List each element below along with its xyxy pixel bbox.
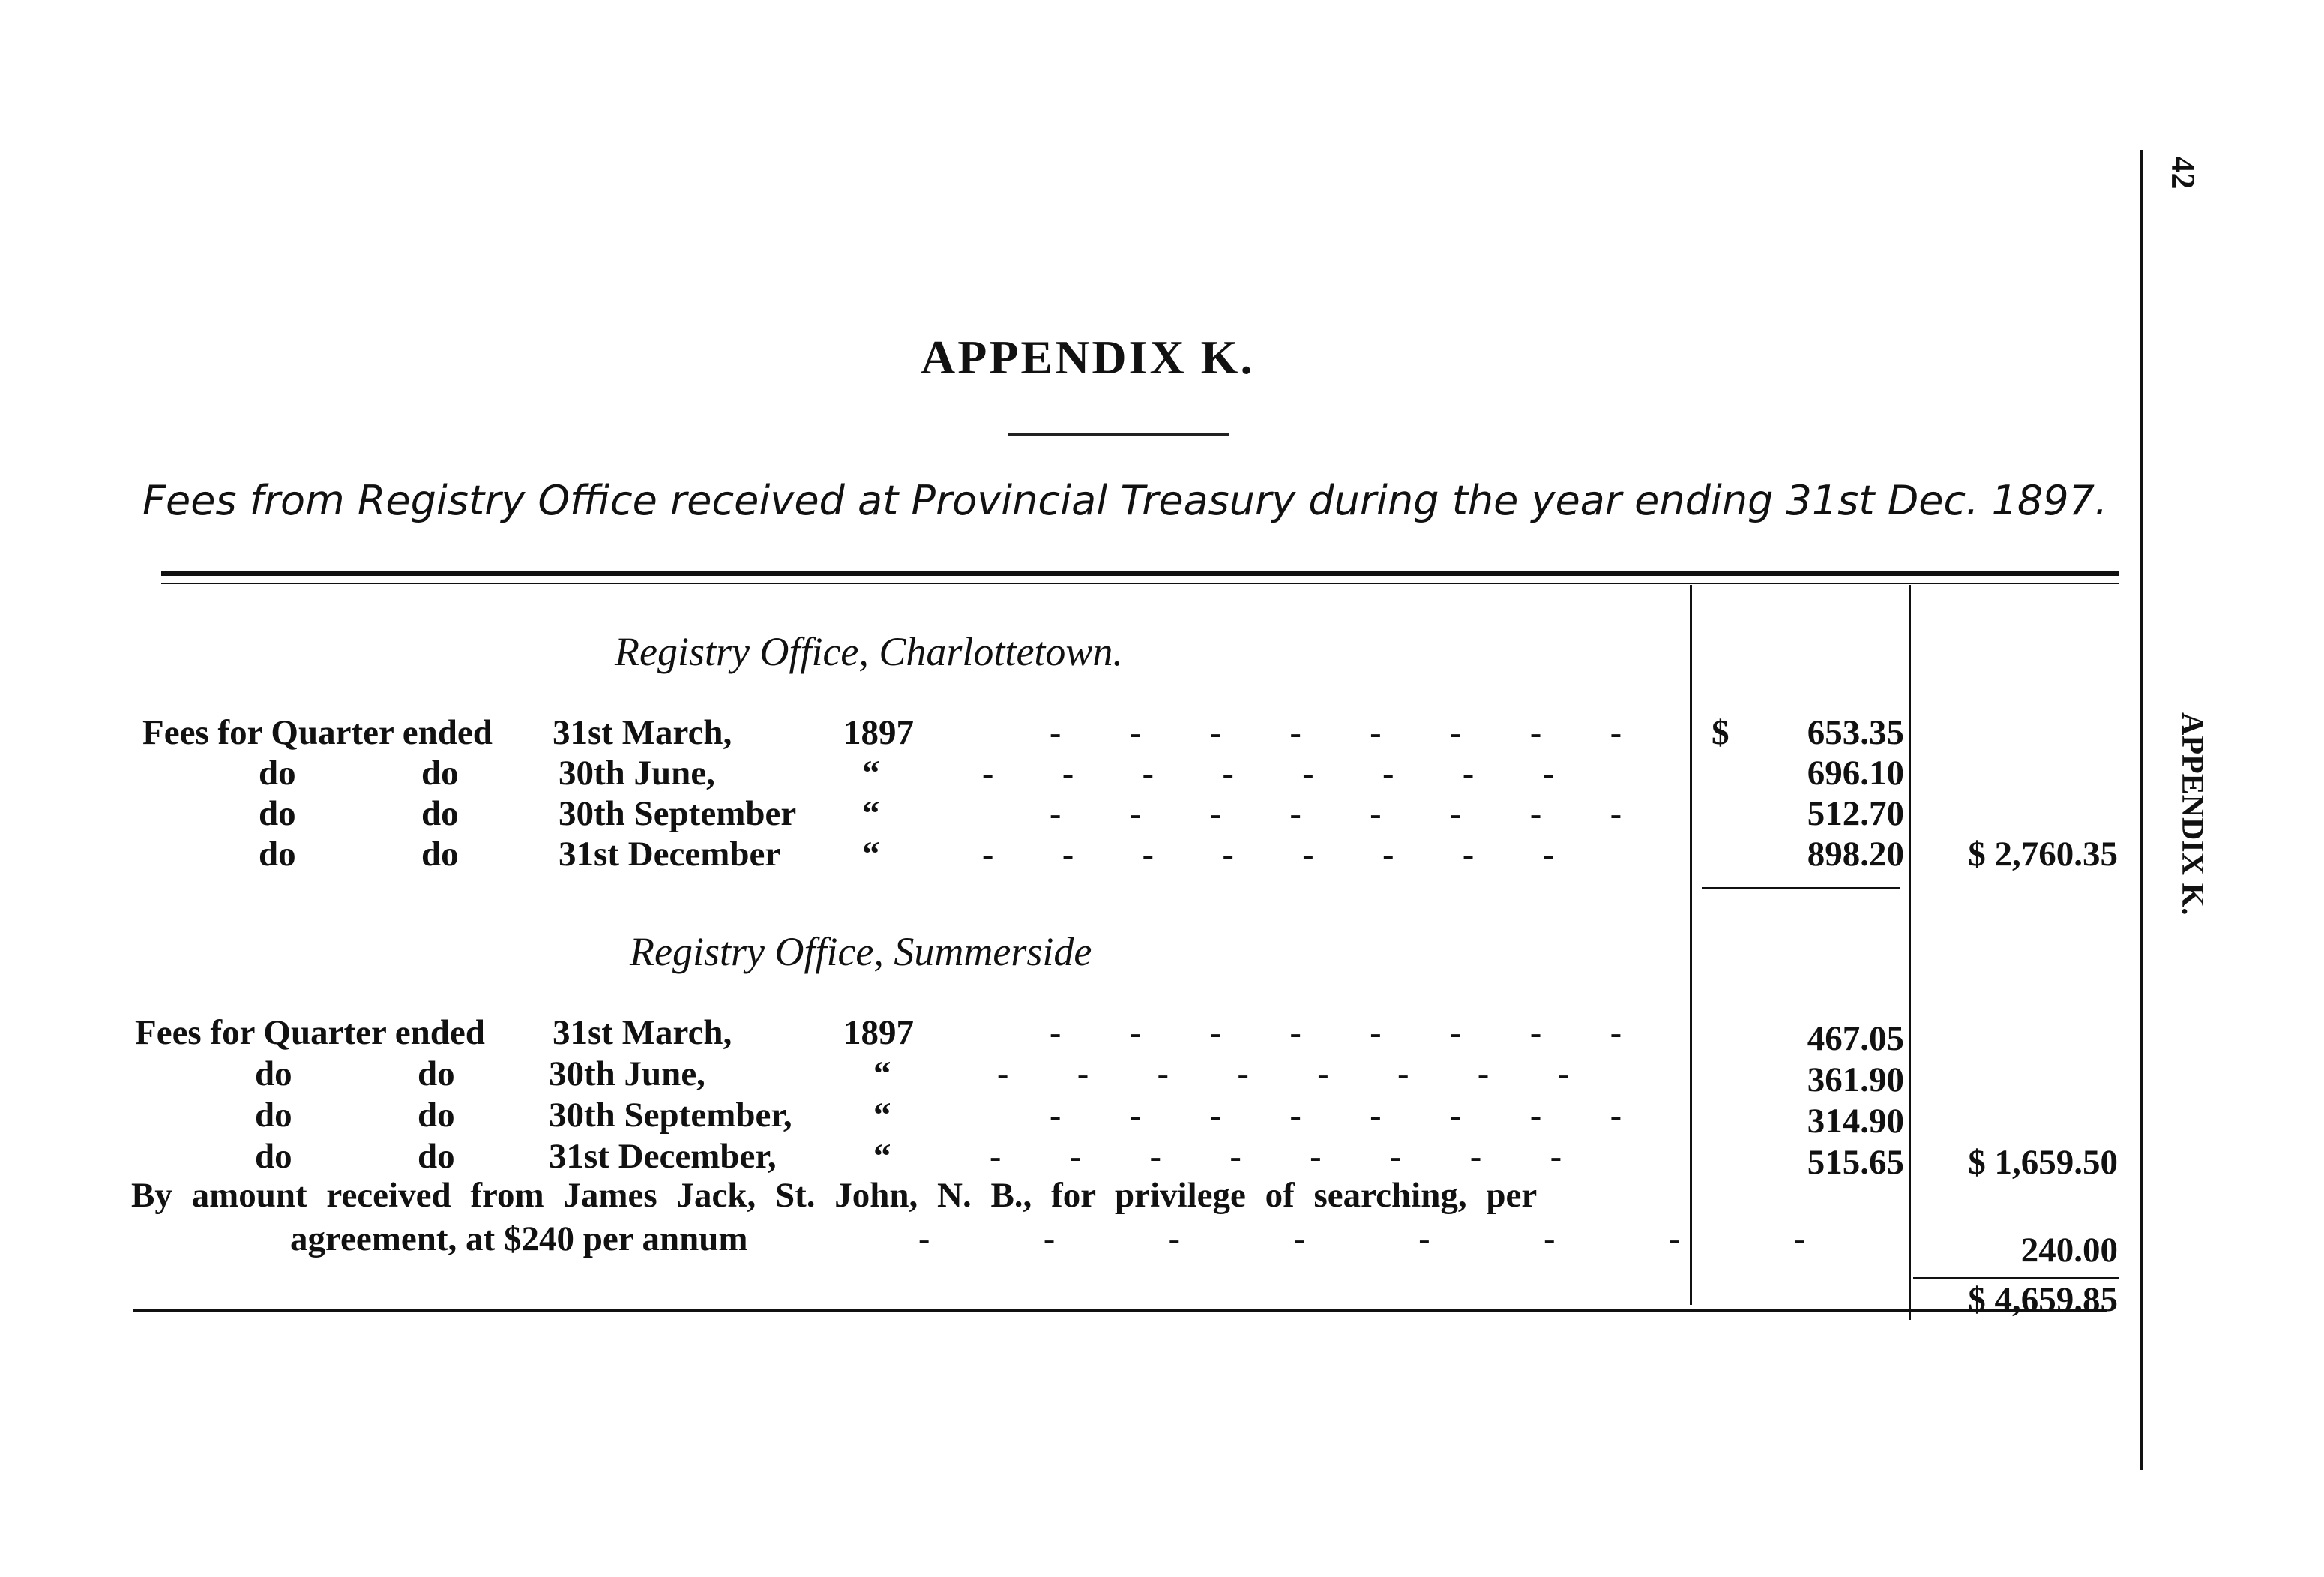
leader-dots: - - - - - - - -	[1050, 713, 1652, 751]
row-ditto: do	[418, 1054, 455, 1093]
dollar-sign: $	[1712, 713, 1730, 752]
row-date: 31st December	[559, 835, 781, 874]
leader-dots: - - - - - - - -	[997, 1054, 1600, 1093]
column-divider-left	[1690, 585, 1692, 1305]
row-year: 1897	[843, 1013, 914, 1052]
page-title: APPENDIX K.	[921, 331, 1255, 384]
section-heading-charlottetown: Registry Office, Charlottetown.	[615, 629, 1123, 674]
page-number: 42	[2164, 156, 2202, 190]
row-year-ditto: “	[862, 754, 880, 793]
leader-dots: - - - - - - - -	[918, 1219, 1858, 1258]
row-ditto: do	[255, 1137, 292, 1176]
row-date: 31st December,	[549, 1137, 777, 1176]
row-amount: 361.90	[1807, 1060, 1904, 1099]
row-year-ditto: “	[862, 835, 880, 874]
row-ditto: do	[418, 1137, 455, 1176]
other-receipt-line-1: By amount received from James Jack, St. John, N. B., for privilege of searching, per	[131, 1176, 1538, 1215]
row-amount: 898.20	[1807, 835, 1904, 874]
row-amount: 696.10	[1807, 754, 1904, 793]
row-date: 31st March,	[553, 1013, 732, 1052]
row-ditto: do	[255, 1096, 292, 1135]
row-date: 30th June,	[559, 754, 715, 793]
leader-dots: - - - - - - - -	[982, 835, 1585, 873]
title-underline	[1008, 433, 1229, 436]
page-subtitle: Fees from Registry Office received at Provincial Treasury during the year ending 31st Dec. 1897.	[142, 477, 2108, 524]
section-total-charlottetown: $ 2,760.35	[1968, 835, 2118, 874]
row-ditto: do	[259, 835, 296, 874]
leader-dots: - - - - - - - -	[1050, 1013, 1652, 1051]
table-bottom-rule	[133, 1309, 2107, 1312]
row-ditto: do	[421, 835, 459, 874]
running-head: APPENDIX K.	[2175, 712, 2209, 916]
row-date: 31st March,	[553, 713, 732, 752]
row-date: 30th September	[559, 794, 797, 833]
row-year-ditto: “	[873, 1096, 891, 1135]
row-amount: 314.90	[1807, 1102, 1904, 1141]
row-label: Fees for Quarter ended	[142, 713, 493, 752]
section-heading-summerside: Registry Office, Summerside	[630, 929, 1092, 974]
row-date: 30th September,	[549, 1096, 792, 1135]
row-year-ditto: “	[862, 794, 880, 833]
row-date: 30th June,	[549, 1054, 705, 1093]
row-ditto: do	[259, 754, 296, 793]
row-label: Fees for Quarter ended	[135, 1013, 485, 1052]
row-ditto: do	[259, 794, 296, 833]
leader-dots: - - - - - - - -	[1050, 1096, 1652, 1134]
row-amount: 515.65	[1807, 1143, 1904, 1182]
table-top-rule	[161, 571, 2119, 576]
row-amount: 653.35	[1807, 713, 1904, 752]
grand-total: $ 4,659.85	[1968, 1280, 2118, 1319]
other-receipt-line-2: agreement, at $240 per annum	[290, 1219, 748, 1258]
leader-dots: - - - - - - - -	[1050, 794, 1652, 832]
row-year-ditto: “	[873, 1137, 891, 1176]
leader-dots: - - - - - - - -	[990, 1137, 1592, 1175]
margin-rule	[2140, 150, 2143, 1470]
subtotal-rule-1	[1702, 887, 1900, 889]
column-divider-right	[1909, 585, 1911, 1320]
row-ditto: do	[421, 794, 459, 833]
row-ditto: do	[421, 754, 459, 793]
leader-dots: - - - - - - - -	[982, 754, 1585, 792]
row-amount: 512.70	[1807, 794, 1904, 833]
row-year: 1897	[843, 713, 914, 752]
row-ditto: do	[255, 1054, 292, 1093]
section-total-summerside: $ 1,659.50	[1968, 1143, 2118, 1182]
other-receipt-amount: 240.00	[2020, 1231, 2118, 1270]
row-amount: 467.05	[1807, 1019, 1904, 1058]
row-year-ditto: “	[873, 1054, 891, 1093]
table-top-rule-thin	[161, 583, 2119, 584]
row-ditto: do	[418, 1096, 455, 1135]
